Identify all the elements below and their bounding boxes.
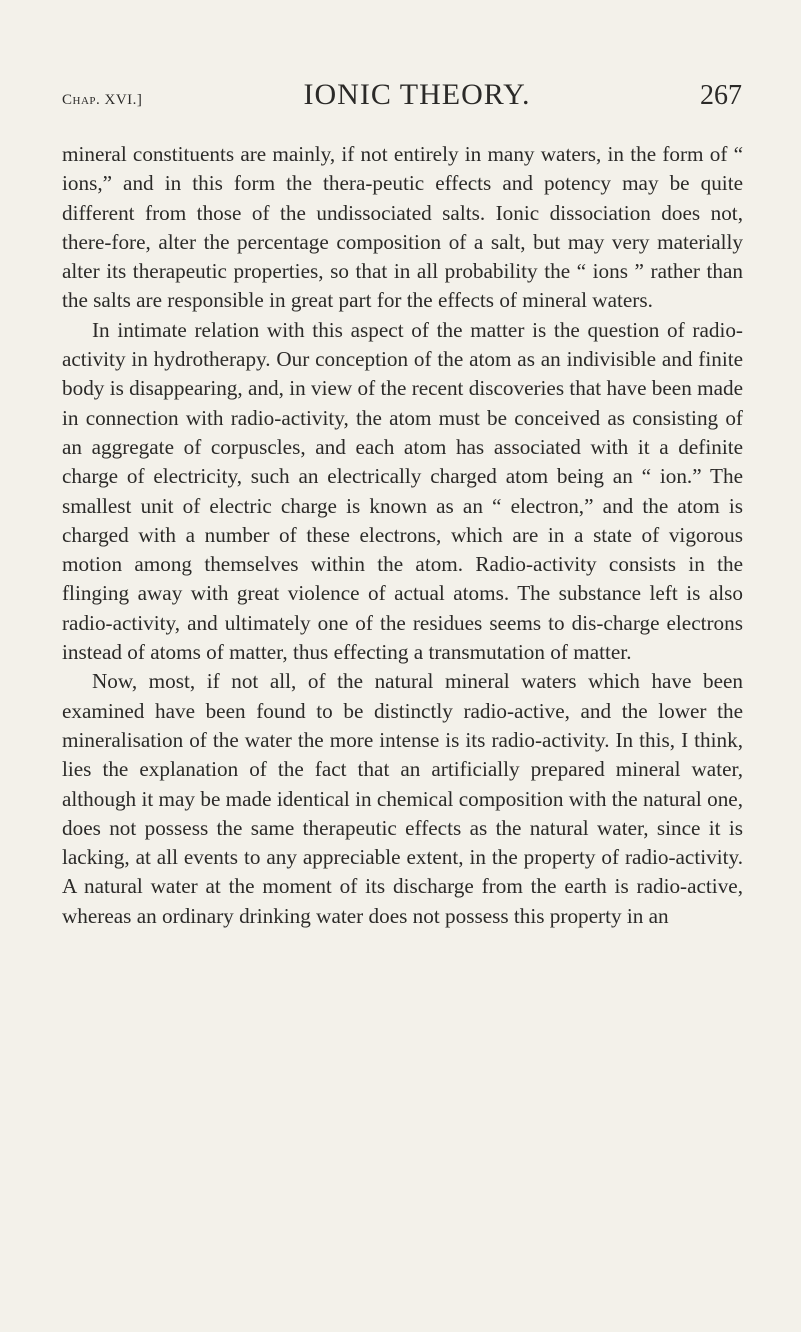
page-number: 267 [700, 80, 742, 111]
body-text [62, 140, 743, 931]
paragraph-radio-activity: In intimate relation with this aspect of the matter is the question of radio-activity in hydrotherapy. Our conception of the atom as an indivisible and finite body is disappearing, and, in view of the recent discoveries that have been made in connection with radio-activity, the atom must be conceived as consisting of an aggregate of corpuscles, and each atom has associated with it a definite charge of electricity, such an electrically charged atom being an “ ion.” The smallest unit of electric charge is known as an “ electron,” and the atom is charged with a number of these electrons, which are in a state of vigorous motion among themselves within the atom. Radio-activity consists in the flinging away with great violence of actual atoms. The substance left is also radio-activity, and ultimately one of the residues seems to dis-charge electrons instead of atoms of matter, thus effecting a transmutation of matter. [62, 317, 743, 665]
paragraph-continued: mineral constituents are mainly, if not entirely in many waters, in the form of “ ions,” and in this form the thera-peutic effects and potency may be quite different from those of the undissociated salts. Ionic dissociation does not, there-fore, alter the percentage composition of a salt, but may very materially alter its therapeutic properties, so that in all probability the “ ions ” rather than the salts are responsible in great part for the effects of mineral waters. [62, 142, 743, 313]
running-head [62, 78, 742, 118]
chapter-label: Chap. XVI.] [62, 92, 143, 108]
paragraph-natural-waters: Now, most, if not all, of the natural mineral waters which have been examined have been found to be distinctly radio-active, and the lower the mineralisation of the water the more intense is its radio-activity. In this, I think, lies the explanation of the fact that an artificially prepared mineral water, although it may be made identical in chemical composition with the natural one, does not possess the same therapeutic effects as the natural water, since it is lacking, at all events to any appreciable extent, in the property of radio-activity. A natural water at the moment of its discharge from the earth is radio-active, whereas an ordinary drinking water does not possess this property in an [62, 669, 743, 928]
page-title: IONIC THEORY. [303, 78, 531, 111]
